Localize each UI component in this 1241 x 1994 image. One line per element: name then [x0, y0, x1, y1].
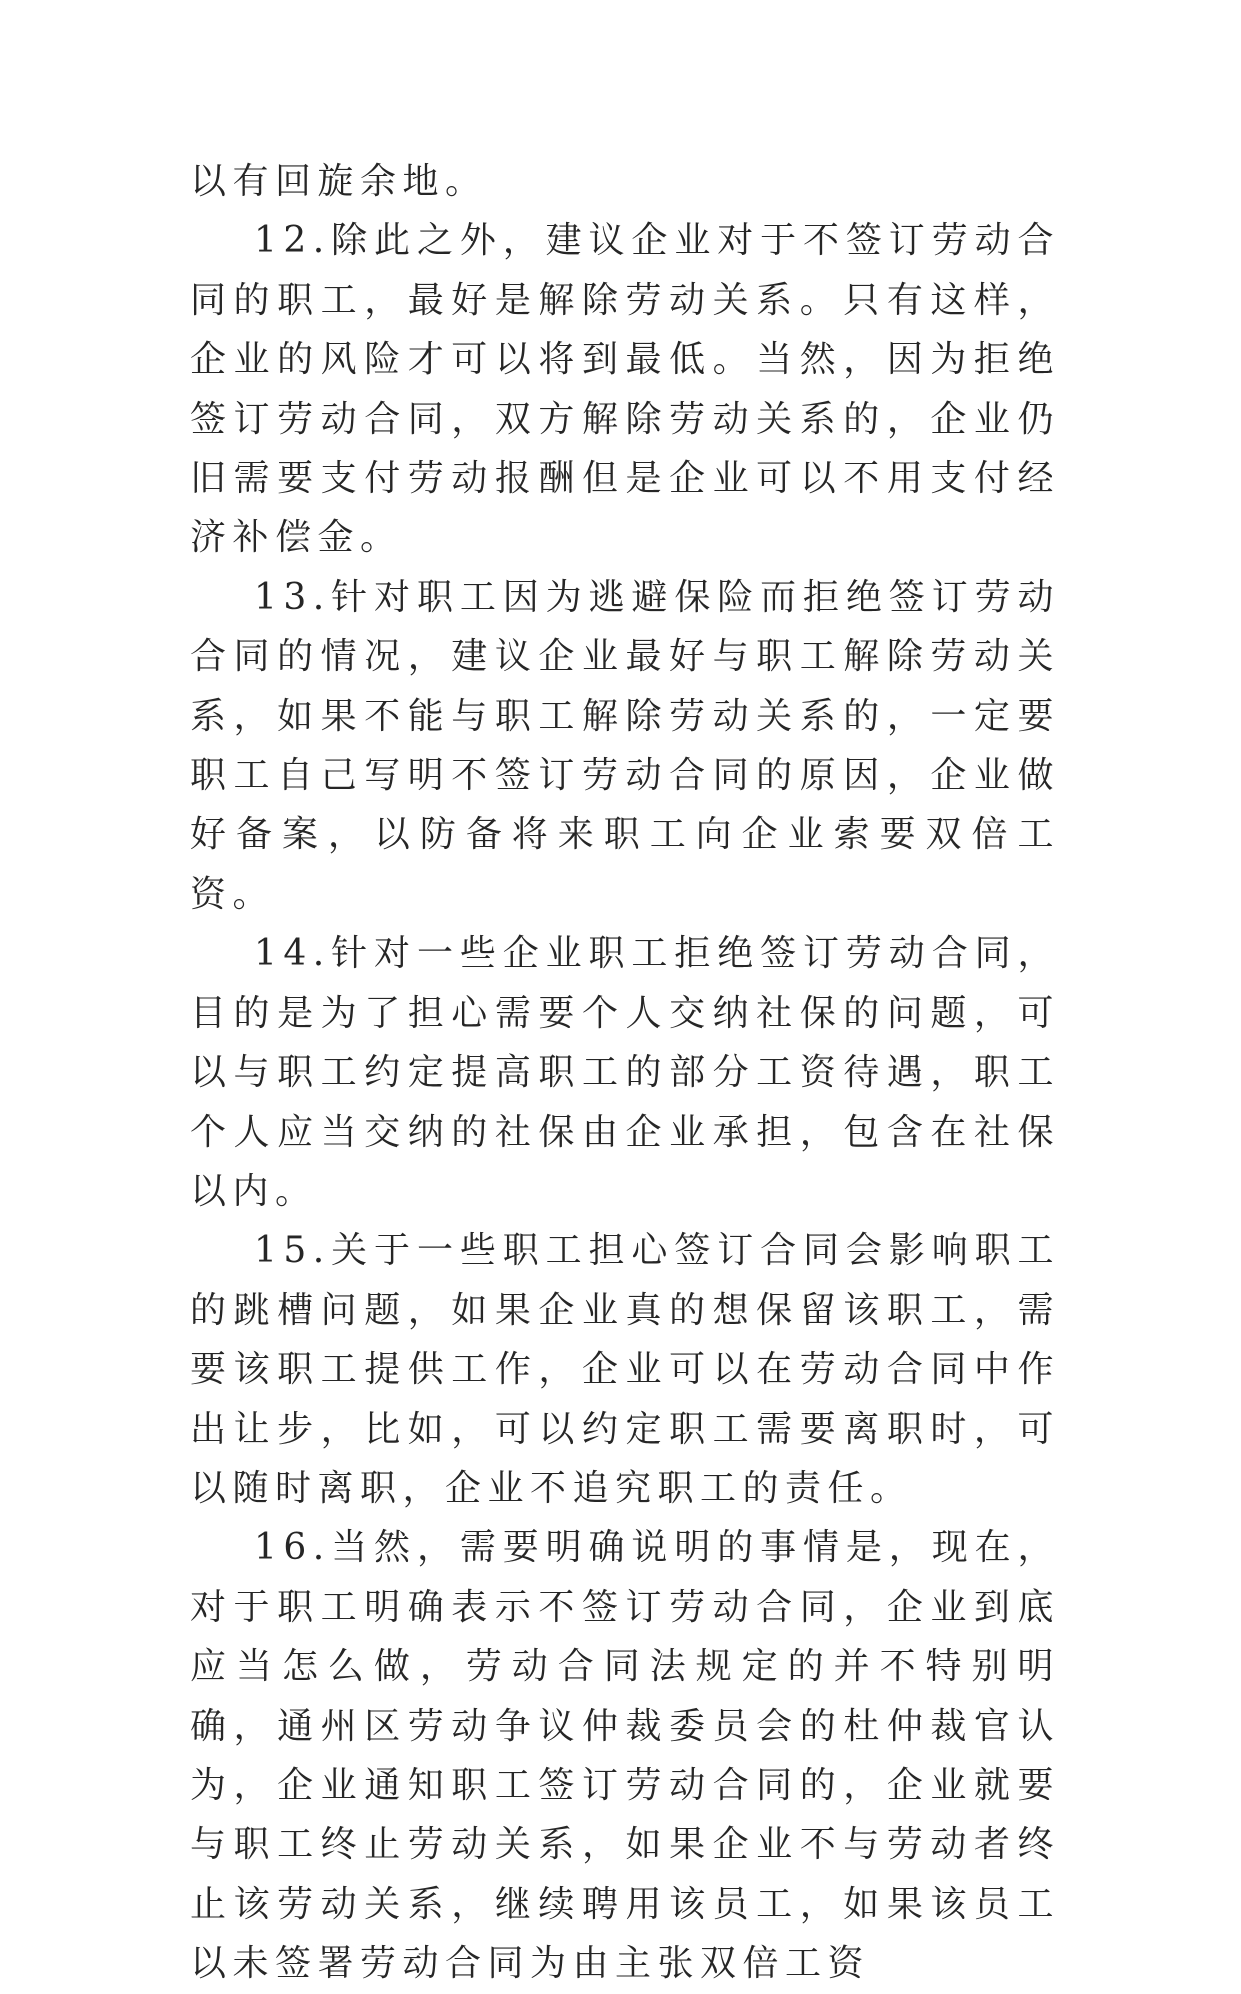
paragraph-item-15: 15.关于一些职工担心签订合同会影响职工的跳槽问题，如果企业真的想保留该职工，需要该职工提供工作，企业可以在劳动合同中作出让步，比如，可以约定职工需要离职时，可以随时离职，企业不追究职工的责任。: [190, 1230, 1060, 1509]
paragraph-item-13: 13.针对职工因为逃避保险而拒绝签订劳动合同的情况，建议企业最好与职工解除劳动关系，如果不能与职工解除劳动关系的，一定要职工自己写明不签订劳动合同的原因，企业做好备案，以防备将来职工向企业索要双倍工资。: [190, 576, 1060, 915]
paragraph-item-16: 16.当然，需要明确说明的事情是，现在，对于职工明确表示不签订劳动合同，企业到底应当怎么做，劳动合同法规定的并不特别明确，通州区劳动争议仲裁委员会的杜仲裁官认为，企业通知职工签订劳动合同的，企业就要与职工终止劳动关系，如果企业不与劳动者终止该劳动关系，继续聘用该员工，如果该员工以未签署劳动合同为由主张双倍工资: [190, 1527, 1060, 1985]
paragraph-continuation: 以有回旋余地。: [190, 161, 488, 202]
document-body: [190, 152, 1060, 1994]
paragraph-item-14: 14.针对一些企业职工拒绝签订劳动合同，目的是为了担心需要个人交纳社保的问题，可以与职工约定提高职工的部分工资待遇，职工个人应当交纳的社保由企业承担，包含在社保以内。: [190, 933, 1060, 1212]
paragraph-item-12: 12.除此之外，建议企业对于不签订劳动合同的职工，最好是解除劳动关系。只有这样，企业的风险才可以将到最低。当然，因为拒绝签订劳动合同，双方解除劳动关系的，企业仍旧需要支付劳动报酬但是企业可以不用支付经济补偿金。: [190, 220, 1060, 559]
